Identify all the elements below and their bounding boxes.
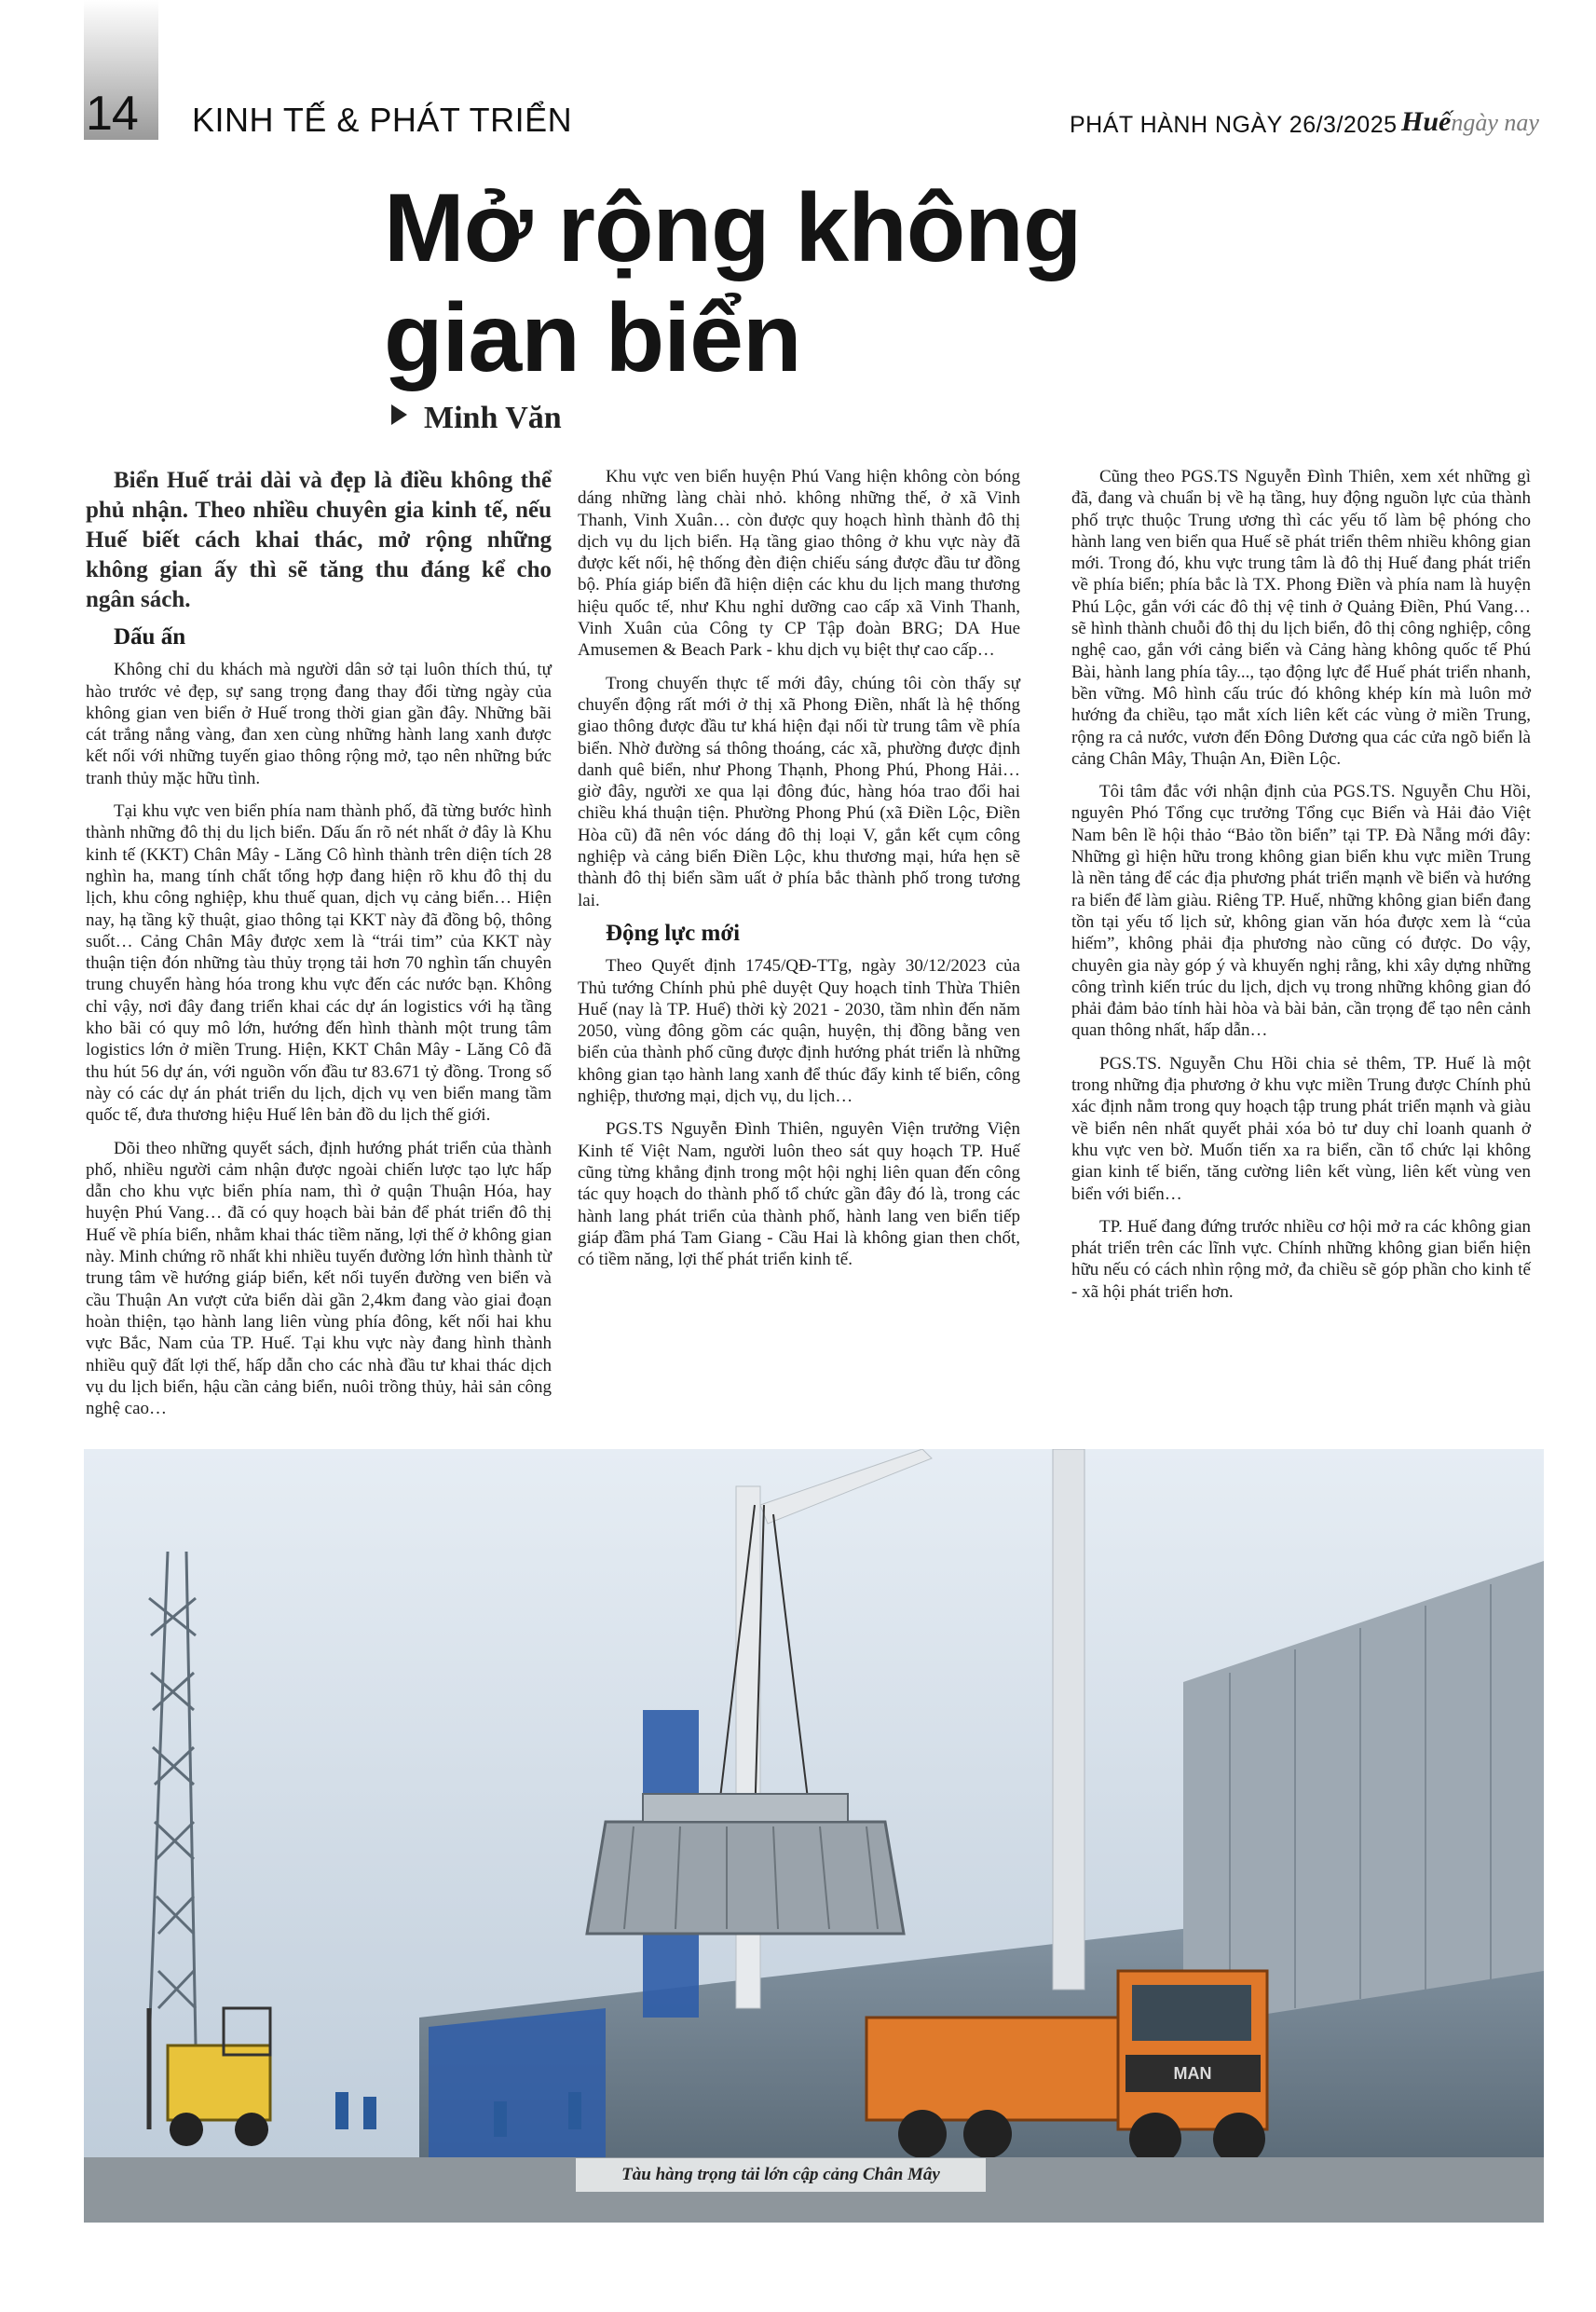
newspaper-logo bbox=[1401, 106, 1539, 138]
logo-hue: Huế bbox=[1401, 106, 1452, 137]
article-column-1 bbox=[86, 466, 552, 1430]
logo-rest: ngày nay bbox=[1451, 109, 1539, 136]
subheading-dong-luc-moi: Động lực mới bbox=[606, 920, 741, 946]
page-number: 14 bbox=[86, 87, 138, 141]
paragraph-6: Theo Quyết định 1745/QĐ-TTg, ngày 30/12/2023 của Thủ tướng Chính phủ phê duyệt Quy hoạch tỉnh Thừa Thiên Huế (nay là TP. Huế) thời kỳ 2021 - 2030, tầm nhìn đến năm 2050, vùng đông gồm các quận, huyện, thị đồng bằng ven biển của thành phố cũng được định hướng phát triển là những không gian tạo hành lang xanh để thúc đẩy kinh tế biển, công nghiệp, thương mại, dịch vụ, du lịch… bbox=[578, 956, 1020, 1107]
byline bbox=[391, 401, 562, 436]
port-scene-illustration bbox=[84, 1449, 1544, 2223]
subheading-dau-an: Dấu ấn bbox=[114, 624, 186, 650]
author-name: Minh Văn bbox=[424, 401, 562, 435]
paragraph-2: Tại khu vực ven biển phía nam thành phố, đã từng bước hình thành những đô thị du lịch biển. Dấu ấn rõ nét nhất ở đây là Khu kinh tế (KKT) Chân Mây - Lăng Cô hình thành trên diện tích 28 nghìn ha, mang tính chất tổng hợp đang hiện rõ khu đô thị du lịch, khu công nghiệp, khu thuế quan, dịch vụ cảng biển… Hiện nay, hạ tầng kỹ thuật, giao thông tại KKT này đã đồng bộ, thông suốt… Cảng Chân Mây được xem là “trái tim” của KKT này thuận tiện đón những tàu thủy trọng tải hơn 70 nghìn tấn chuyên trung chuyển hàng hóa trong khu vực đến các nước bạn. Không chỉ vậy, nơi đây đang triển khai các dự án logistics với hạ tầng kho bãi có quy mô lớn, hướng đến hình thành một trung tâm logistics lớn ở miền Trung. Hiện, KKT Chân Mây - Lăng Cô đã thu hút 56 dự án, với nguồn vốn đầu tư 83.671 tỷ đồng. Trong số này có các dự án phát triển du lịch, dịch vụ ven biển mang tầm quốc tế, đưa thương hiệu Huế lên bản đồ du lịch thế giới. bbox=[86, 801, 552, 1126]
ship-blue-bow bbox=[429, 2008, 606, 2157]
paragraph-4: Khu vực ven biển huyện Phú Vang hiện không còn bóng dáng những làng chài nhỏ. không những thế, ở xã Vinh Thanh, Vinh Xuân… còn được quy hoạch hình thành đô thị dịch vụ du lịch biển. Hạ tầng giao thông ở khu vực này đã được kết nối, hệ thống đèn điện chiếu sáng được đầu tư đồng bộ. Phía giáp biển đã hiện diện các khu du lịch mang thương hiệu quốc tế, như Khu nghỉ dưỡng cao cấp xã Vinh Thanh, Vinh Xuân của Công ty CP Tập đoàn BRG; DA Hue Amusemen & Beach Park - khu dịch vụ biệt thự cao cấp… bbox=[578, 467, 1020, 661]
article-lead: Biển Huế trải dài và đẹp là điều không thể phủ nhận. Theo nhiều chuyên gia kinh tế, nếu Huế biết cách khai thác, mở rộng những không gian ấy thì sẽ tăng thu đáng kể cho ngân sách. bbox=[86, 468, 552, 612]
section-name: KINH TẾ & PHÁT TRIỂN bbox=[192, 101, 573, 139]
paragraph-1: Không chỉ du khách mà người dân sở tại luôn thích thú, tự hào trước vẻ đẹp, sự sang trọng đang thay đổi từng ngày của không gian ven biển ở Huế trong thời gian gần đây. Những bãi cát trắng nắng vàng, đan xen cùng những hành lang xanh được kết nối với những tuyến giao thông rộng mở, tạo nên những bức tranh thủy mặc hữu tình. bbox=[86, 660, 552, 788]
paragraph-5: Trong chuyến thực tế mới đây, chúng tôi còn thấy sự chuyển động rất mới ở thị xã Phong Điền, nhất là hệ thống giao thông được đầu tư khá hiện đại nối từ trung tâm về phía biển. Nhờ đường sá thông thoáng, các xã, phường được định danh quê biển, như Phong Thạnh, Phong Phú, Phong Hải… giờ đây, người xe qua lại đông đúc, hàng hóa trao đổi hai chiều khá thuận tiện. Phường Phong Phú (xã Điền Lộc, Điền Hòa cũ) đã nên vóc dáng đô thị loại V, gắn kết cụm công nghiệp và cảng biển Điền Lộc, khu thương mại, hứa hẹn sẽ thành đô thị biển sầm uất ở phía bắc thành phố trong tương lai. bbox=[578, 673, 1020, 910]
paragraph-7: PGS.TS Nguyễn Đình Thiên, nguyên Viện trưởng Viện Kinh tế Việt Nam, người luôn theo sát quy hoạch TP. Huế cũng từng khẳng định trong một hội nghị liên quan đến công tác quy hoạch do thành phố tổ chức gần đây đó là, trong các hành lang phát triển của thành phố, hành lang ven biển tiếp giáp đầm phá Tam Giang - Cầu Hai là không gian then chốt, có tiềm năng, lợi thế phát triển kinh tế. bbox=[578, 1119, 1020, 1270]
truck-brand: MAN bbox=[1173, 2064, 1212, 2083]
paragraph-8: Cũng theo PGS.TS Nguyễn Đình Thiên, xem xét những gì đã, đang và chuẩn bị về hạ tầng, huy động nguồn lực của thành phố trực thuộc Trung ương thì các yếu tố làm bệ phóng cho hành lang ven biển qua Huế sẽ phát triển thêm nhiều không gian mới. Trong đó, khu vực trung tâm là đô thị Huế đang phát triển về phía biển; phía bắc là TX. Phong Điền và phía nam là huyện Phú Lộc, gắn với các đô thị vệ tinh ở Quảng Điền, Phú Vang… sẽ hình thành chuỗi đô thị du lịch biển, đô thị công nghiệp, công nghệ cao, gắn với cảng biển và Cảng hàng không quốc tế Phú Bài, hành lang phía tây..., tạo động lực để Huế phát triển nhanh, bền vững. Mô hình cấu trúc đó không khép kín mà luôn mở hướng đa chiều, tạo mắt xích liên kết các vùng ở miền Trung, rộng ra cả nước, vươn đến Đông Dương qua các cửa ngõ biển là cảng Chân Mây, Thuận An, Điền Lộc. bbox=[1071, 467, 1531, 769]
paragraph-3: Dõi theo những quyết sách, định hướng phát triển của thành phố, nhiều người cảm nhận được ngoài chiến lược tạo lực hấp dẫn cho khu vực biển phía nam, thì ở quận Thuận Hóa, hay huyện Phú Vang… đã có quy hoạch bài bản để phát triển đô thị Huế về phía biển, nhằm khai thác tiềm năng, lợi thế ở không gian này. Minh chứng rõ nhất khi nhiều tuyến đường lớn hình thành từ trung tâm về hướng giáp biển, kết nối tuyến đường ven biển và cầu Thuận An vượt cửa biển dài gần 2,4km đang vào giai đoạn hoàn thiện, tạo hành lang liên vùng phía đông, kết nối hai khu vực Bắc, Nam của TP. Huế. Tại khu vực này đang hình thành nhiều quỹ đất lợi thế, hấp dẫn cho các nhà đầu tư khai thác dịch vụ du lịch biển, hậu cần cảng biển, nuôi trồng thủy, hải sản công nghệ cao… bbox=[86, 1138, 552, 1419]
paragraph-10: PGS.TS. Nguyễn Chu Hồi chia sẻ thêm, TP. Huế là một trong những địa phương ở khu vực miền Trung được Chính phủ xác định nằm trong quy hoạch tập trung phát triển mạnh và giàu về biển nên nhất quyết phải xóa bỏ tư duy chỉ loanh quanh ở khu vực ven bờ. Muốn tiến xa ra biển, cần tổ chức lại không gian kinh tế biển, tăng cường liên kết vùng, liên kết vùng ven biển với biển… bbox=[1071, 1053, 1531, 1204]
article-column-3 bbox=[1071, 466, 1531, 1314]
port-photo bbox=[84, 1449, 1544, 2223]
issue-date: PHÁT HÀNH NGÀY 26/3/2025 bbox=[1070, 112, 1398, 138]
article-title: Mở rộng không gian biển bbox=[384, 174, 1082, 392]
photo-caption: Tàu hàng trọng tải lớn cập cảng Chân Mây bbox=[576, 2158, 986, 2192]
paragraph-11: TP. Huế đang đứng trước nhiều cơ hội mở ra các không gian phát triển trên các lĩnh vực. Chính những không gian biển hiện hữu nếu có cách nhìn rộng mở, đa chiều sẽ góp phần cho kinh tế - xã hội phát triển hơn. bbox=[1071, 1216, 1531, 1302]
paragraph-9: Tôi tâm đắc với nhận định của PGS.TS. Nguyễn Chu Hồi, nguyên Phó Tổng cục trưởng Tổng cục Biển và Hải đảo Việt Nam bên lề hội thảo “Bảo tồn biển” tại TP. Đà Nẵng mới đây: Những gì hiện hữu trong không gian biển khu vực miền Trung là nền tảng để các địa phương phát triển mạnh về biển và hướng ra biển để làm giàu. Riêng TP. Huế, những không gian biển đang tồn tại yếu tố lịch sử, không gian văn hóa được xem là “của hiếm”, không phải địa phương nào cũng có được. Do vậy, chuyên gia này góp ý và khuyến nghị rằng, khi xây dựng những công trình kiến trúc du lịch, dịch vụ trong những không gian đó phải đảm bảo tính hài hòa và bài bản, cần trọng để tạo nên cảnh quan thông nhất, hấp dẫn… bbox=[1071, 782, 1531, 1041]
play-arrow-icon bbox=[391, 404, 407, 425]
article-column-2 bbox=[578, 466, 1020, 1281]
